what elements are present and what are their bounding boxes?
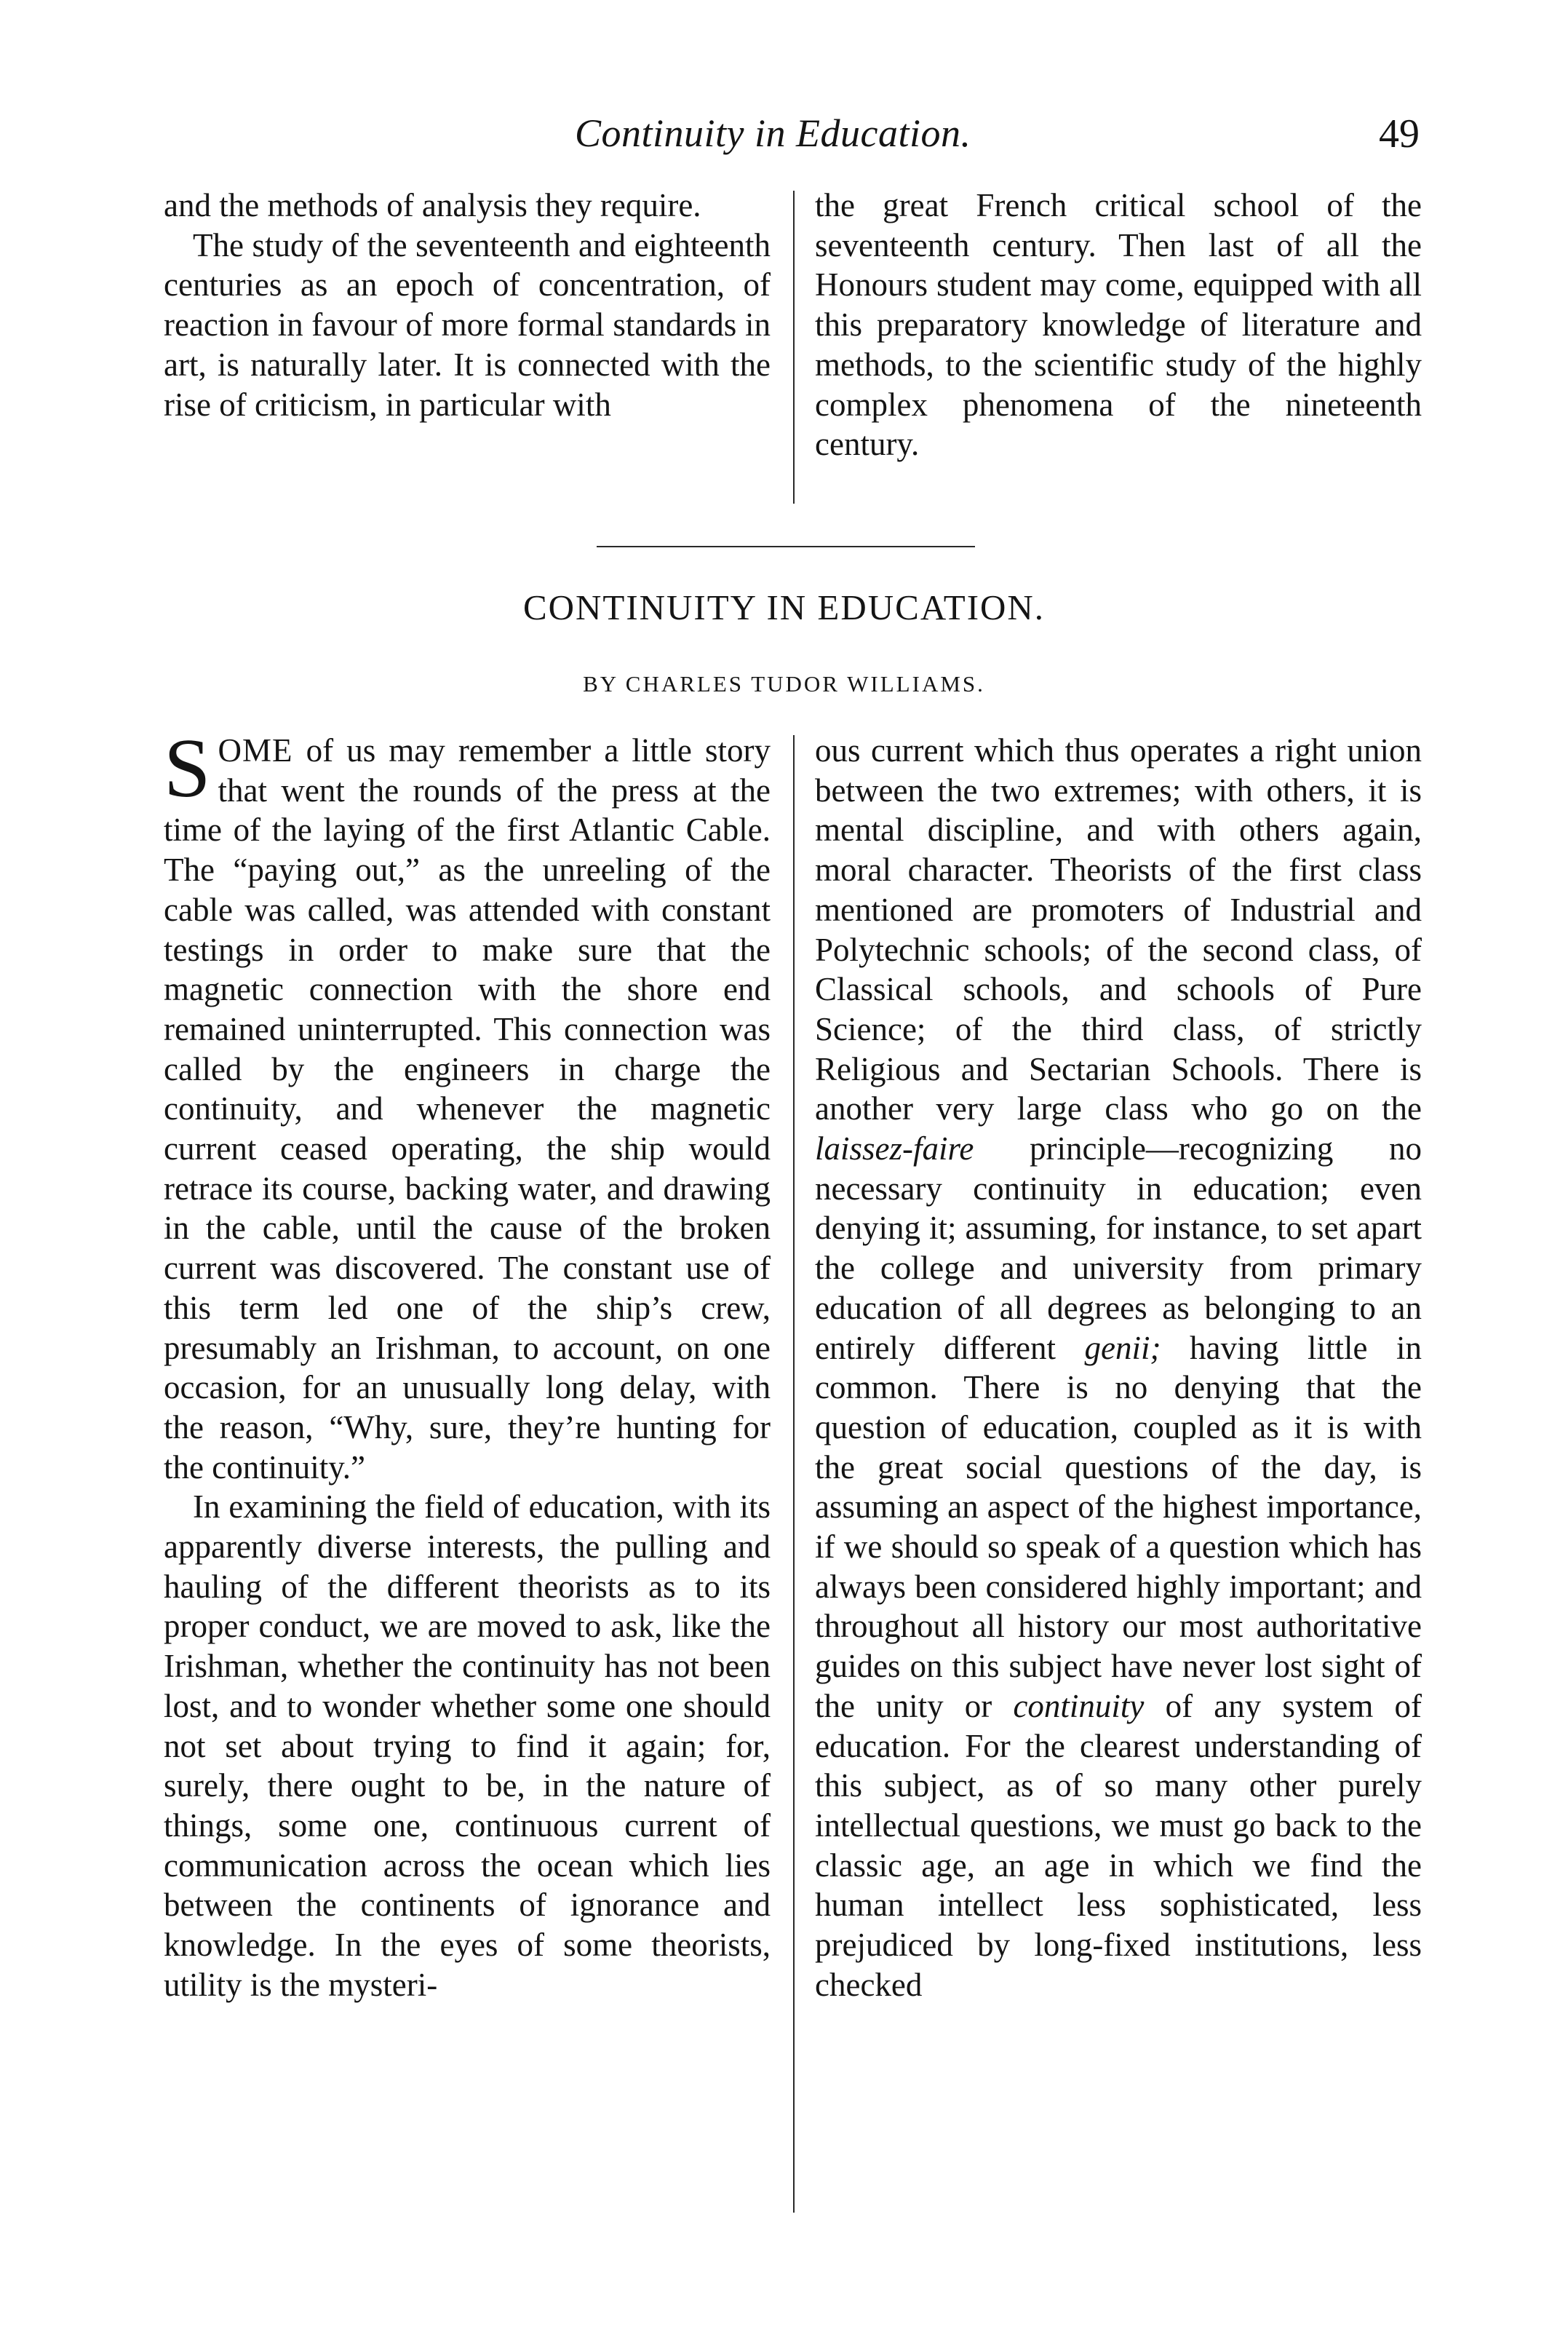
section-divider xyxy=(597,546,975,547)
previous-article-left-column xyxy=(164,186,771,424)
article-title: CONTINUITY IN EDUCATION. xyxy=(522,587,1046,627)
paragraph-text: principle—recognizing no necessary continuity in education; even denying it; assuming, for instance, to set apart the college and university from primary education of all degrees as belonging to an entirely different xyxy=(815,1130,1422,1366)
previous-article-paragraph: and the methods of analysis they require. xyxy=(164,187,701,223)
column-divider xyxy=(793,735,795,2213)
running-title: Continuity in Education. xyxy=(575,111,971,155)
article-right-column xyxy=(815,731,1422,2005)
column-divider xyxy=(793,191,795,504)
drop-cap: S xyxy=(164,722,211,815)
paragraph-text: of us may remember a little story that went the rounds of the press at the time of the laying of the first Atlantic Cable. The “paying out,” as the unreeling of the cable was called, was attended with constant testings in order to make sure that the magnetic connection with the shore end remained uninterrupted. This connection was called by the engineers in charge the continuity, and whenever the magnetic current ceased operating, the ship would retrace its course, backing water, and drawing in the cable, until the cause of the broken current was discovered. The constant use of this term led one of the ship’s crew, presumably an Irishman, to account, on one occasion, for an unusually long delay, with the reason, “Why, sure, they’re hunting for the continuity.” xyxy=(164,732,771,1486)
article-paragraph xyxy=(164,722,771,1487)
lead-word: OME xyxy=(218,732,293,769)
running-head xyxy=(0,111,1568,162)
previous-article-right-column xyxy=(815,186,1422,464)
paragraph-text: having little in common. There is no denying that the question of education, coupled as it is with the great social questions of the day, is assuming an aspect of the highest importance, if we should so speak of a question which has always been considered highly important; and throughout all history our most authoritative guides on this subject have never lost sight of the unity or xyxy=(815,1329,1422,1724)
page-number: 49 xyxy=(1379,111,1420,156)
article-left-column xyxy=(164,722,771,2005)
article-paragraph xyxy=(815,731,1422,2005)
article-paragraph: In examining the field of education, with its apparently diverse interests, the pulling and hauling of the different theorists as to its proper conduct, we are moved to ask, like the Irishman, whether the continuity has not been lost, and to wonder whether some one should not set about trying to find it again; for, surely, there ought to be, in the nature of things, some one, continuous current of communication across the ocean which lies between the continents of ignorance and knowledge. In the eyes of some theorists, utility is the mysteri- xyxy=(164,1488,771,2003)
paragraph-text: ous current which thus operates a right union between the two extremes; with others, it is mental discipline, and with others again, moral character. Theorists of the first class mentioned are promoters of Industrial and Polytechnic schools; of the second class, of Classical schools, and schools of Pure Science; of the third class, of strictly Religious and Sectarian Schools. There is another very large class who go on the xyxy=(815,732,1422,1127)
italic-phrase: genii; xyxy=(1084,1329,1161,1366)
article-byline: BY CHARLES TUDOR WILLIAMS. xyxy=(583,671,985,697)
italic-phrase: continuity xyxy=(1013,1687,1145,1724)
italic-phrase: laissez-faire xyxy=(815,1130,974,1167)
paragraph-text: of any system of education. For the clearest understanding of this subject, as of so many other purely intellectual questions, we must go back to the classic age, an age in which we find the human intellect less sophisticated, less prejudiced by long-fixed institutions, less checked xyxy=(815,1687,1422,2003)
previous-article-paragraph: The study of the seventeenth and eighteenth centuries as an epoch of concentration, of reaction in favour of more formal standards in art, is naturally later. It is connected with the rise of criticism, in particular with xyxy=(164,226,771,423)
previous-article-paragraph: the great French critical school of the seventeenth century. Then last of all the Honours student may come, equipped with all this preparatory knowledge of literature and methods, to the scientific study of the highly complex phenomena of the nineteenth century. xyxy=(815,187,1422,463)
